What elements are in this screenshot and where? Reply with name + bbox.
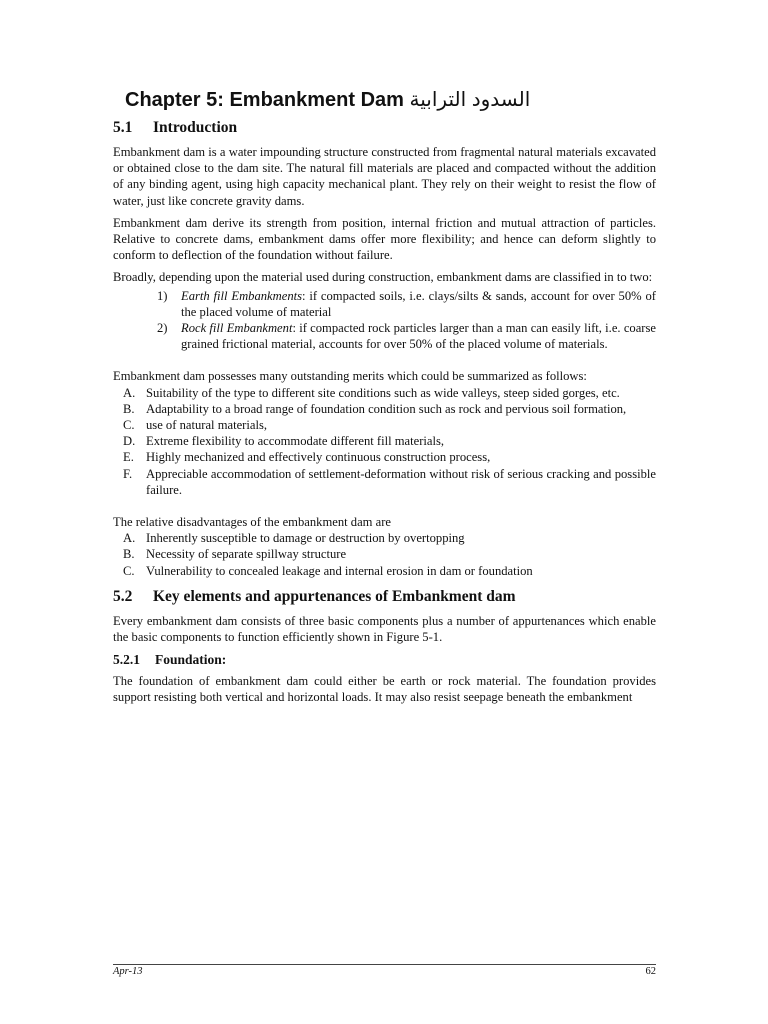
list-marker: B. [123, 401, 135, 416]
list-item [113, 417, 656, 433]
list-marker: C. [123, 418, 135, 433]
section-number: 5.1 [113, 119, 133, 136]
section-title: Introduction [153, 119, 238, 136]
section-5-2-1-heading [113, 651, 656, 669]
footer-page-number: 62 [645, 966, 656, 977]
foundation-paragraph: The foundation of embankment dam could either be earth or rock material. The foundation provides support resisting both vertical and horizontal loads. It may also resist seepage beneath the embankment [113, 674, 656, 705]
list-text: Suitability of the type to different site conditions such as wide valleys, steep sided gorges, etc. [146, 385, 620, 400]
footer-date: Apr-13 [113, 966, 143, 977]
list-item [113, 466, 656, 498]
section-5-2-paragraph: Every embankment dam consists of three basic components plus a number of appurtenances which enable the basic components to function efficiently shown in Figure 5-1. [113, 613, 656, 645]
list-item [113, 401, 656, 417]
list-text: Necessity of separate spillway structure [146, 547, 347, 562]
list-marker: D. [123, 434, 136, 449]
chapter-title-arabic: السدود الترابية [409, 89, 531, 111]
list-item [113, 385, 656, 401]
dam-types-list [113, 288, 656, 353]
list-marker: F. [123, 466, 133, 481]
section-number: 5.2 [113, 587, 133, 605]
disadvantages-list [113, 530, 656, 579]
list-marker: 1) [157, 288, 168, 303]
list-marker: A. [123, 531, 136, 546]
merits-intro: Embankment dam possesses many outstanding merits which could be summarized as follows: [113, 369, 587, 384]
intro-paragraph-1: Embankment dam is a water impounding structure constructed from fragmental natural materials excavated or obtained close to the dam site. The natural fill materials are placed and compacted without the addition of any binding agent, using high capacity mechanical plant. They rely on their weight to resist the flow of water, just like concrete gravity dams. [113, 145, 656, 208]
disadvantages-intro: The relative disadvantages of the embankment dam are [113, 515, 391, 530]
chapter-title-text: Chapter 5: Embankment Dam [125, 89, 404, 111]
list-item [113, 449, 656, 465]
list-marker: 2) [157, 321, 168, 336]
list-item [113, 563, 656, 579]
list-text: Appreciable accommodation of settlement-deformation without risk of serious cracking and possible failure. [146, 466, 656, 497]
list-item [113, 288, 656, 320]
document-page [113, 86, 656, 712]
list-marker: B. [123, 547, 135, 562]
section-title: Foundation: [155, 652, 227, 668]
list-text: Inherently susceptible to damage or destruction by overtopping [146, 531, 465, 546]
list-item [113, 433, 656, 449]
list-text: : if compacted soils, i.e. clays/silts & sands, account for over 50% of the placed volume of material [181, 288, 656, 319]
chapter-title [125, 86, 656, 114]
section-5-2-heading [113, 587, 656, 607]
list-text: Vulnerability to concealed leakage and internal erosion in dam or foundation [146, 563, 533, 578]
list-item [113, 546, 656, 562]
list-marker: C. [123, 563, 135, 578]
list-text: Highly mechanized and effectively continuous construction process, [146, 450, 491, 465]
footer-divider [113, 964, 656, 965]
list-text: Extreme flexibility to accommodate different fill materials, [146, 434, 445, 449]
list-marker: A. [123, 385, 136, 400]
merits-list [113, 385, 656, 498]
intro-paragraph-3: Broadly, depending upon the material used during construction, embankment dams are classified in to two: [113, 270, 653, 285]
list-term: Earth fill Embankments [181, 288, 303, 303]
intro-paragraph-2: Embankment dam derive its strength from position, internal friction and mutual attraction of particles. Relative to concrete dams, embankment dams offer more flexibility; and hence can deform slightly to conform to deflection of the foundation without failure. [113, 215, 656, 263]
list-text: : if compacted rock particles larger than a man can easily lift, i.e. coarse grained frictional material, accounts for over 50% of the placed volume of materials. [181, 321, 656, 352]
section-number: 5.2.1 [113, 652, 140, 668]
list-item [113, 530, 656, 546]
list-text: Adaptability to a broad range of foundation condition such as rock and pervious soil formation, [146, 401, 627, 416]
section-5-1-heading [113, 118, 656, 138]
list-item [113, 320, 656, 352]
section-title: Key elements and appurtenances of Embankment dam [153, 587, 516, 605]
list-marker: E. [123, 450, 134, 465]
list-term: Rock fill Embankment [181, 321, 293, 336]
list-text: use of natural materials, [146, 418, 267, 433]
